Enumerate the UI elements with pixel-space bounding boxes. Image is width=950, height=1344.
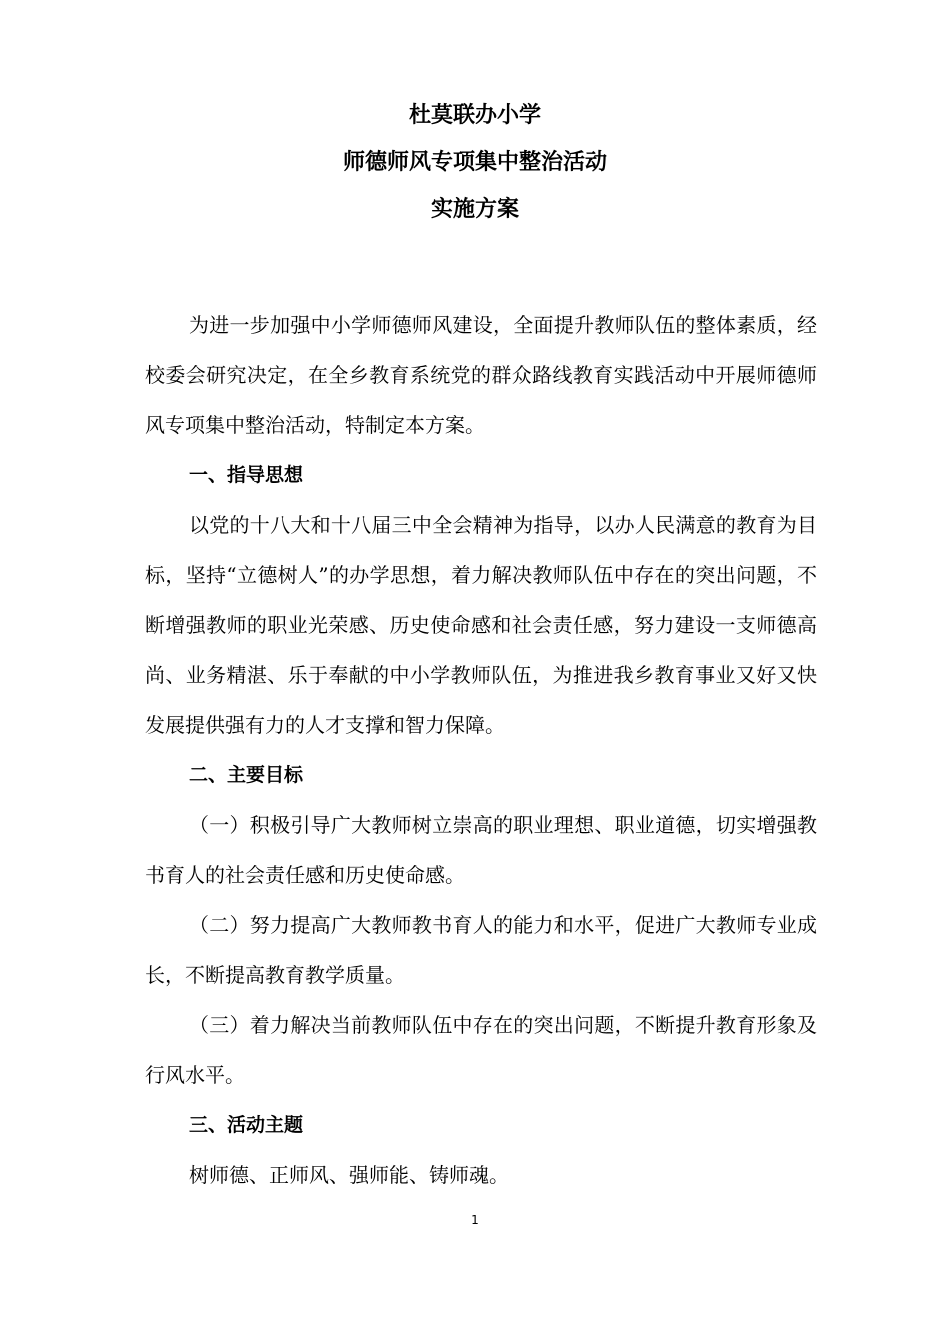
intro-paragraph: 为进一步加强中小学师德师风建设，全面提升教师队伍的整体素质，经校委会研究决定，在全乡教育系统党的群众路线教育实践活动中开展师德师风专项集中整治活动，特制定本方案。 bbox=[145, 313, 817, 437]
goal-item-3: （三）着力解决当前教师队伍中存在的突出问题，不断提升教育形象及行风水平。 bbox=[145, 1013, 817, 1087]
section-text-guiding-ideology: 以党的十八大和十八届三中全会精神为指导，以办人民满意的教育为目标，坚持“立德树人”的办学思想，着力解决教师队伍中存在的突出问题，不断增强教师的职业光荣感、历史使命感和社会责任感，努力建设一支师德高尚、业务精湛、乐于奉献的中小学教师队伍，为推进我乡教育事业又好又快发展提供强有力的人才支撑和智力保障。 bbox=[145, 513, 817, 737]
page-number: 1 bbox=[471, 1213, 479, 1227]
document-title bbox=[0, 92, 950, 233]
title-line-plan: 实施方案 bbox=[430, 197, 519, 222]
goal-item-1: （一）积极引导广大教师树立崇高的职业理想、职业道德，切实增强教书育人的社会责任感和历史使命感。 bbox=[145, 813, 817, 887]
document-body bbox=[145, 300, 817, 1200]
section-heading-main-goals: 二、主要目标 bbox=[189, 764, 304, 786]
title-line-activity: 师德师风专项集中整治活动 bbox=[342, 150, 607, 175]
section-heading-guiding-ideology: 一、指导思想 bbox=[189, 464, 304, 486]
goal-item-2: （二）努力提高广大教师教书育人的能力和水平，促进广大教师专业成长，不断提高教育教学质量。 bbox=[145, 913, 817, 987]
title-line-school: 杜莫联办小学 bbox=[408, 103, 541, 128]
section-heading-activity-theme: 三、活动主题 bbox=[189, 1114, 304, 1136]
section-text-activity-theme: 树师德、正师风、强师能、铸师魂。 bbox=[189, 1163, 509, 1187]
